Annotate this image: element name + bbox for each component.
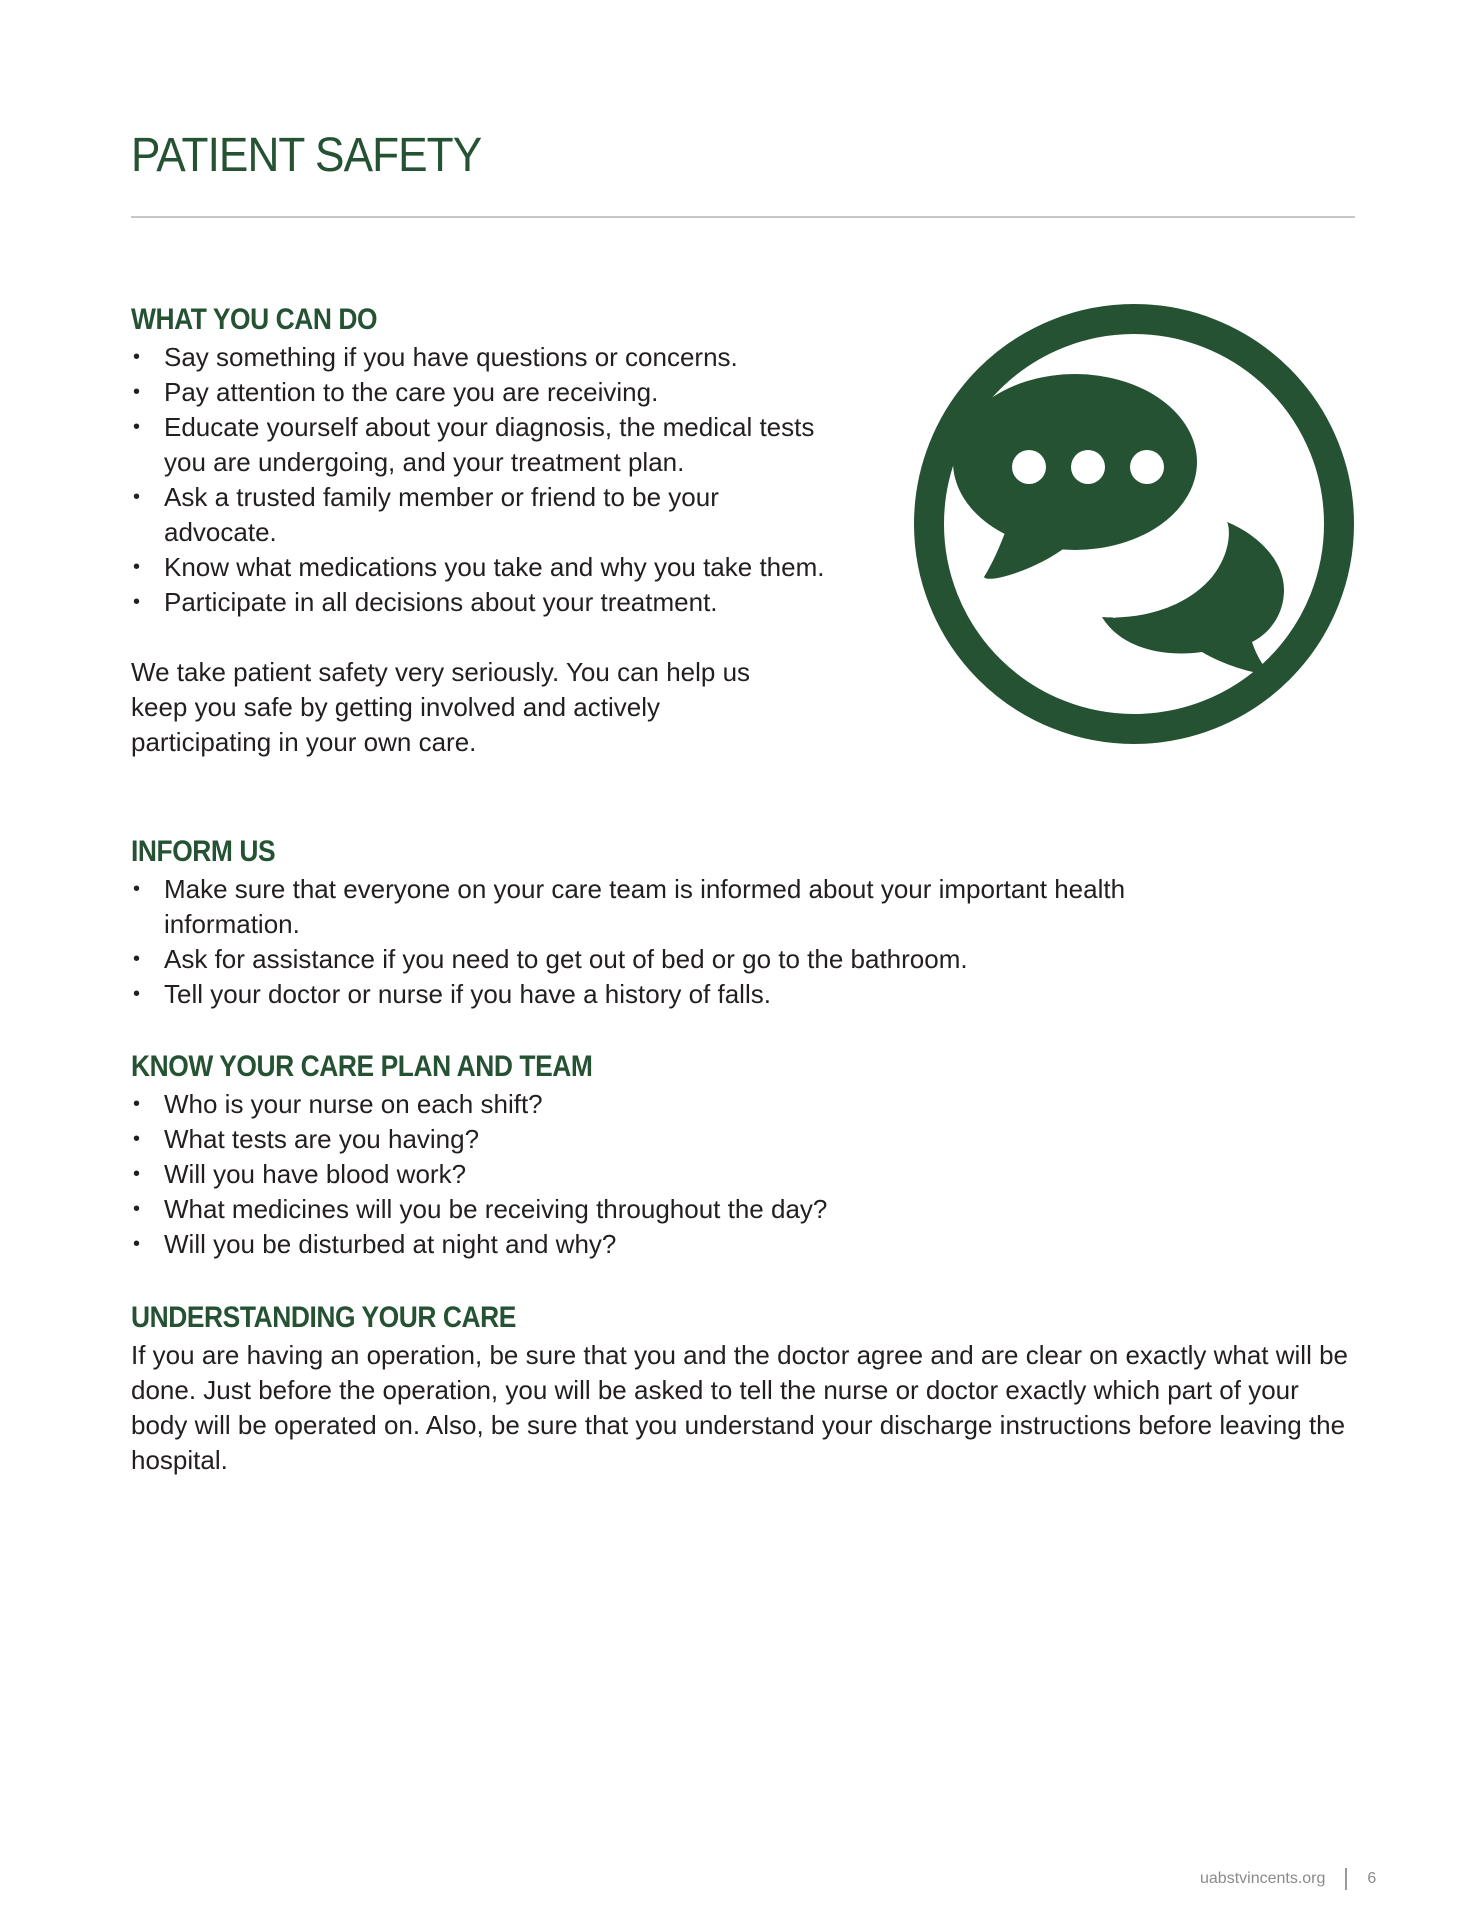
list-item-text: Participate in all decisions about your treatment.	[164, 587, 718, 617]
bullet-icon: •	[133, 983, 141, 1005]
chat-bubbles-icon	[912, 302, 1356, 746]
list-item-text: Make sure that everyone on your care team is informed about your important health information.	[164, 874, 1126, 939]
bullet-icon: •	[133, 1198, 141, 1220]
bullet-icon: •	[133, 346, 141, 368]
footer-divider	[1345, 1868, 1347, 1890]
list-item	[131, 1087, 1231, 1122]
list-item	[131, 1122, 1231, 1157]
section-heading: UNDERSTANDING YOUR CARE	[131, 1301, 516, 1334]
list-item-text: Who is your nurse on each shift?	[164, 1089, 543, 1119]
list-item	[131, 585, 831, 620]
list-item-text: What tests are you having?	[164, 1124, 480, 1154]
section-paragraph: We take patient safety very seriously. You can help us keep you safe by getting involved and actively participating in your own care.	[131, 657, 751, 757]
section-understanding	[131, 1300, 1361, 1478]
list-item	[131, 550, 831, 585]
section-inform-us	[131, 834, 1191, 1012]
list-item	[131, 977, 1151, 1012]
list-item	[131, 340, 831, 375]
list-item-text: Pay attention to the care you are receiving.	[164, 377, 659, 407]
section-what-you-can-do	[131, 302, 831, 760]
bullet-icon: •	[133, 1128, 141, 1150]
bullet-icon: •	[133, 1233, 141, 1255]
list-item-text: Will you be disturbed at night and why?	[164, 1229, 617, 1259]
list-item-text: Know what medications you take and why you take them.	[164, 552, 825, 582]
list-item-text: What medicines will you be receiving throughout the day?	[164, 1194, 828, 1224]
bullet-icon: •	[133, 948, 141, 970]
bullet-icon: •	[133, 591, 141, 613]
bullet-icon: •	[133, 1093, 141, 1115]
bullet-list	[131, 872, 1151, 1012]
list-item	[131, 375, 831, 410]
list-item	[131, 480, 831, 550]
list-item	[131, 872, 1151, 942]
bullet-icon: •	[133, 381, 141, 403]
bullet-list	[131, 340, 831, 620]
bullet-icon: •	[133, 486, 141, 508]
list-item	[131, 942, 1151, 977]
page-number: 6	[1367, 1870, 1377, 1887]
bullet-list	[131, 1087, 1231, 1262]
list-item	[131, 1192, 1231, 1227]
footer	[1200, 1868, 1376, 1890]
section-heading: WHAT YOU CAN DO	[131, 303, 378, 336]
footer-site-link[interactable]: uabstvincents.org	[1200, 1870, 1326, 1887]
bullet-icon: •	[133, 1163, 141, 1185]
page-title: PATIENT SAFETY	[131, 129, 482, 182]
list-item-text: Educate yourself about your diagnosis, the medical tests you are undergoing, and your treatment plan.	[164, 412, 815, 477]
section-paragraph: If you are having an operation, be sure that you and the doctor agree and are clear on exactly what will be done. Just before the operation, you will be asked to tell the nurse or doctor exactly which part of your body will be operated on. Also, be sure that you understand your discharge instructions before leaving the hospital.	[131, 1340, 1348, 1475]
list-item-text: Will you have blood work?	[164, 1159, 467, 1189]
list-item	[131, 410, 831, 480]
list-item-text: Ask for assistance if you need to get out of bed or go to the bathroom.	[164, 944, 968, 974]
list-item	[131, 1227, 1231, 1262]
list-item	[131, 1157, 1231, 1192]
bullet-icon: •	[133, 556, 141, 578]
title-divider	[131, 216, 1355, 218]
section-heading: INFORM US	[131, 835, 276, 868]
bullet-icon: •	[133, 878, 141, 900]
section-care-plan	[131, 1049, 1231, 1262]
list-item-text: Ask a trusted family member or friend to be your advocate.	[164, 482, 719, 547]
list-item-text: Tell your doctor or nurse if you have a history of falls.	[164, 979, 771, 1009]
bullet-icon: •	[133, 416, 141, 438]
section-heading: KNOW YOUR CARE PLAN AND TEAM	[131, 1050, 593, 1083]
list-item-text: Say something if you have questions or concerns.	[164, 342, 738, 372]
